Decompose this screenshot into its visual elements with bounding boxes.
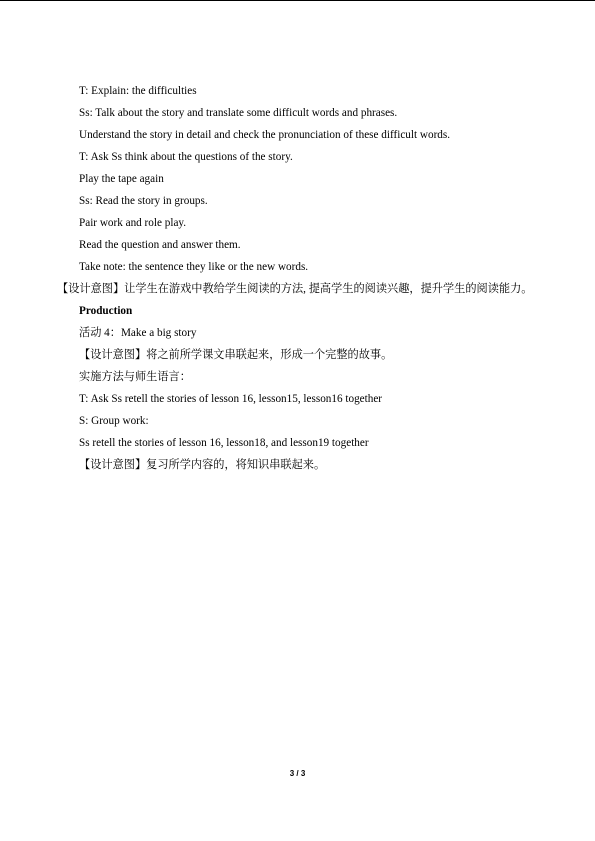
section-heading-production: Production [79,305,133,317]
teacher-instruction: T: Ask Ss retell the stories of lesson 16, lesson15, lesson16 together [79,393,383,405]
text-line-pair-work: Pair work and role play. [79,217,187,229]
text-line-take-note: Take note: the sentence they like or the new words. [79,261,309,273]
text-line-read-groups: Ss: Read the story in groups. [79,195,208,207]
text-line-understand: Understand the story in detail and check the pronunciation of these difficult words. [79,129,451,141]
top-border-line [0,0,595,1]
design-intent-2: 【设计意图】将之前所学课文串联起来，形成一个完整的故事。 [79,349,393,361]
text-line-ask: T: Ask Ss think about the questions of the story. [79,151,293,163]
text-line-read-question: Read the question and answer them. [79,239,241,251]
group-work-label: S: Group work: [79,415,149,427]
activity-title: 活动 4：Make a big story [79,327,197,339]
design-intent-3: 【设计意图】复习所学内容的，将知识串联起来。 [79,459,326,471]
text-line-play: Play the tape again [79,173,164,185]
method-label: 实施方法与师生语言： [79,371,191,383]
retell-instruction: Ss retell the stories of lesson 16, lesson18, and lesson19 together [79,437,369,449]
text-line-talk: Ss: Talk about the story and translate some difficult words and phrases. [79,107,398,119]
design-intent-1: 【设计意图】让学生在游戏中教给学生阅读的方法, 提高学生的阅读兴趣，提升学生的阅读能力。 [57,283,533,295]
document-body [57,80,547,476]
text-line-explain: T: Explain: the difficulties [79,85,197,97]
page-number: 3 / 3 [289,769,306,778]
